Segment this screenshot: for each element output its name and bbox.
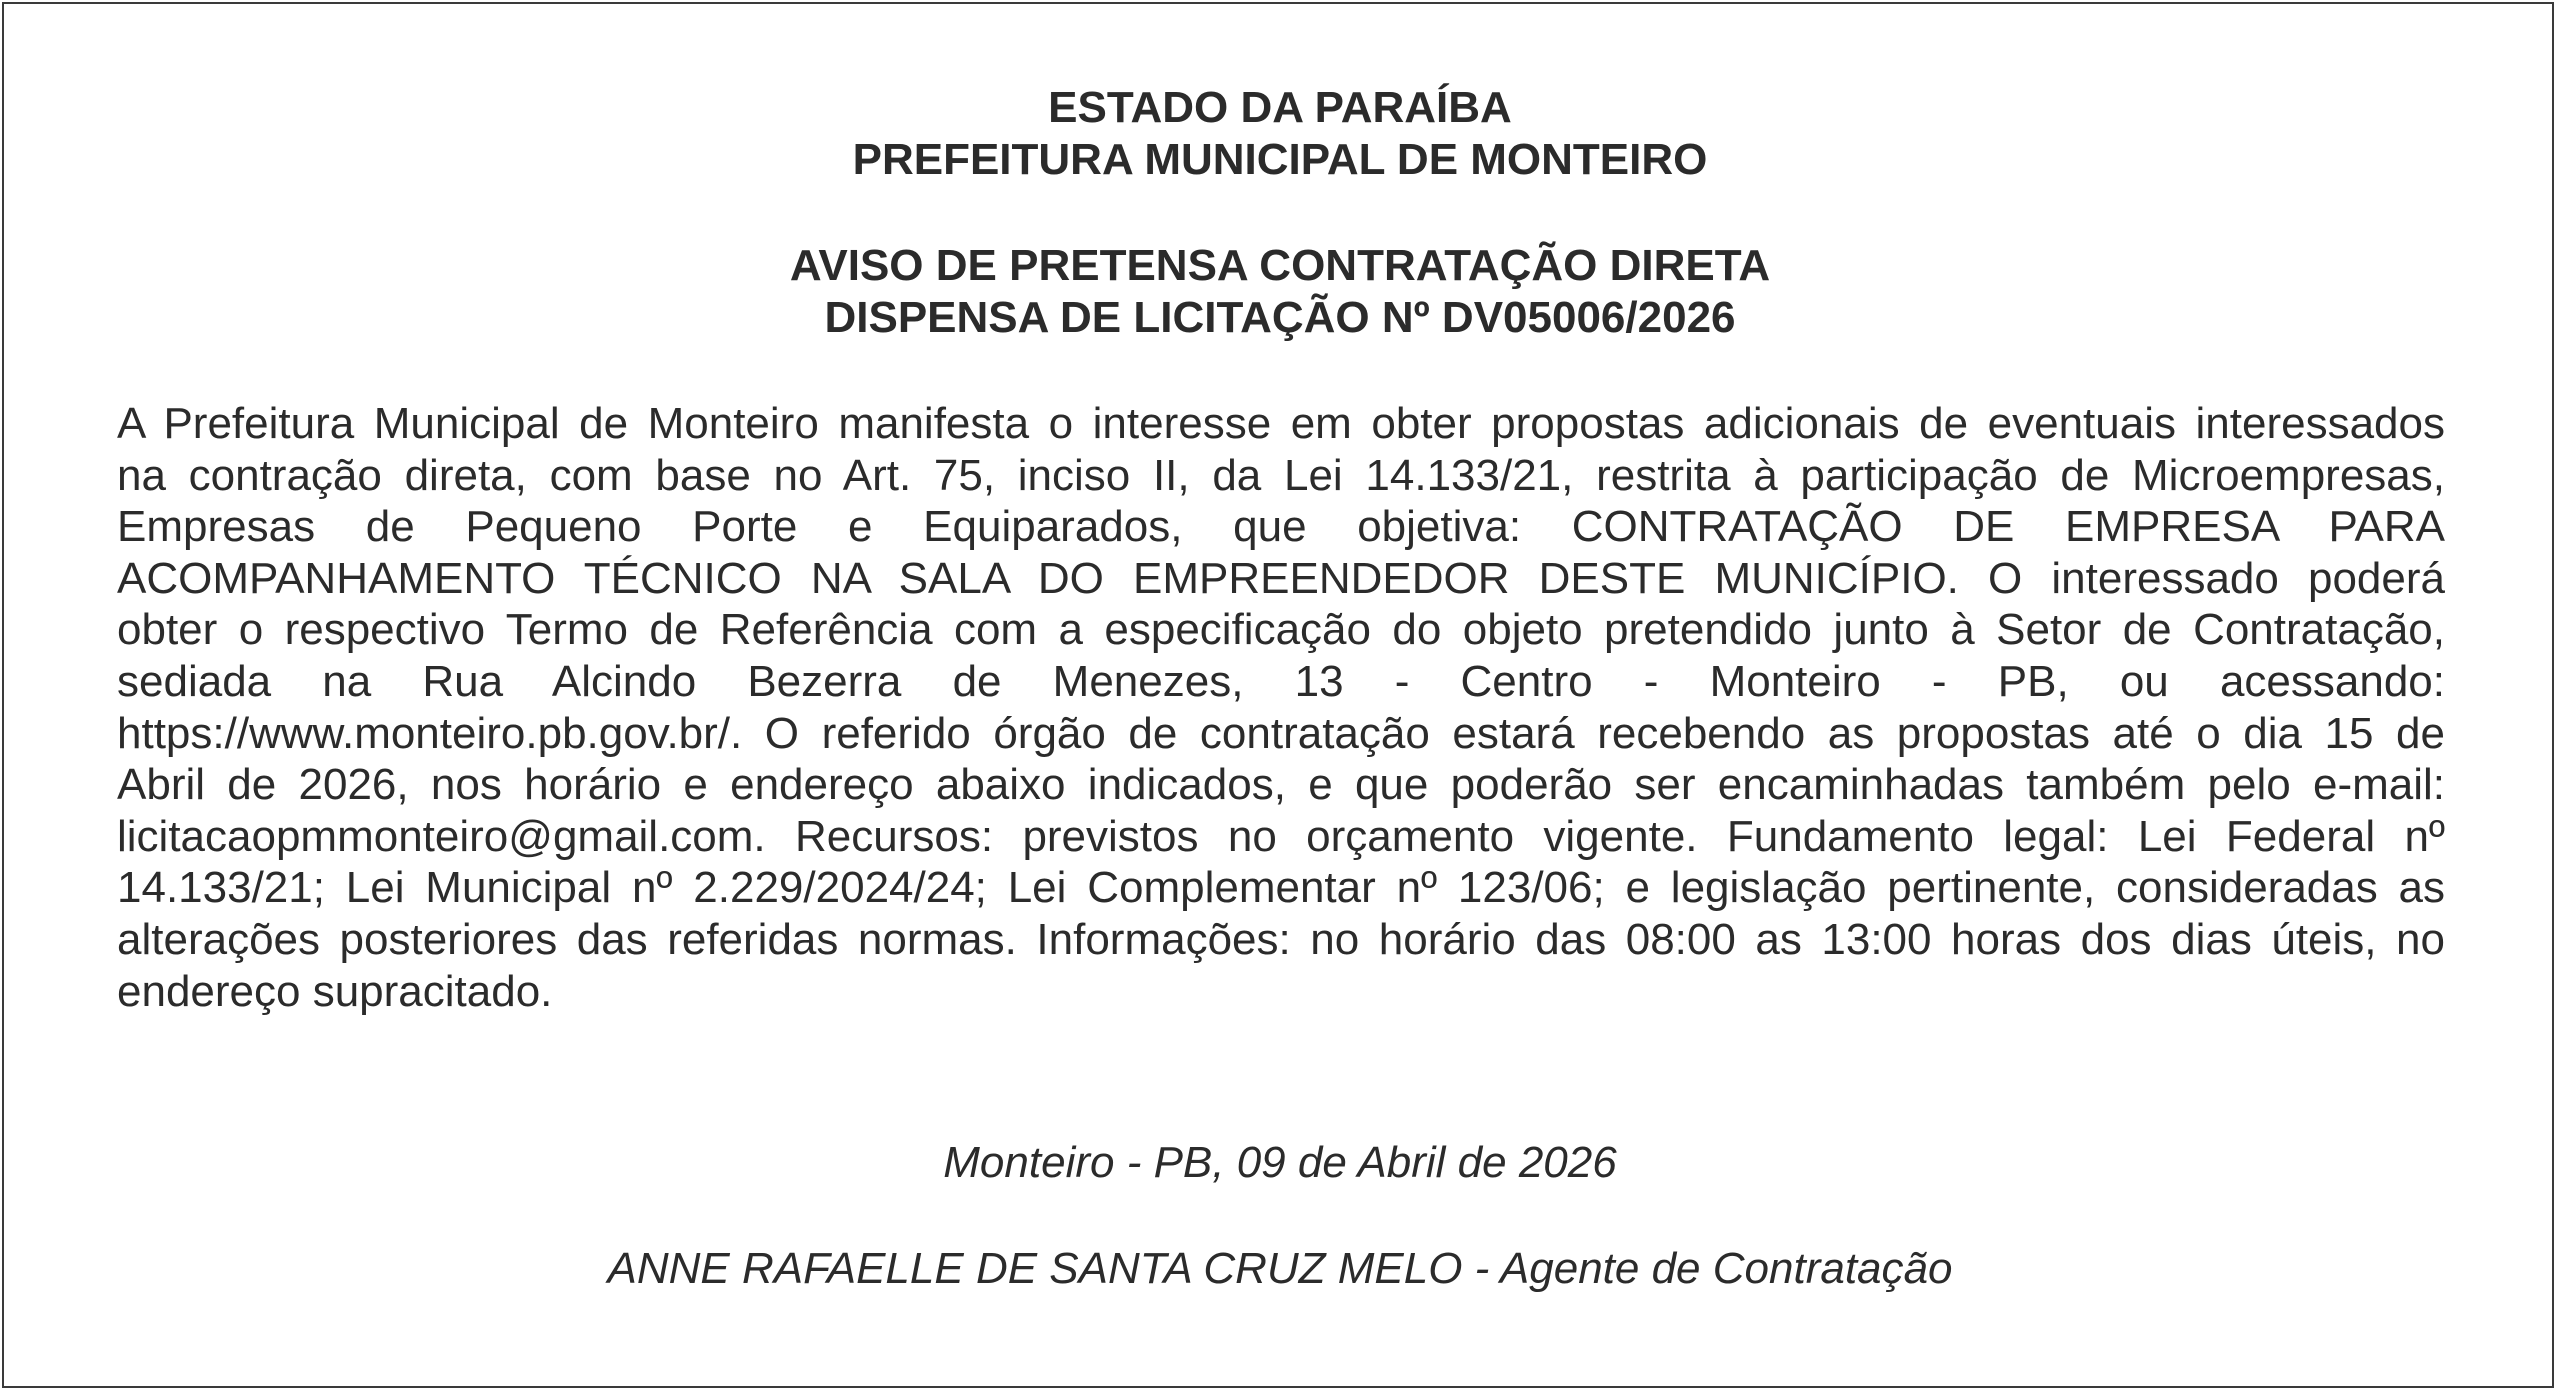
body-line: ACOMPANHAMENTO TÉCNICO NA SALA DO EMPREENDEDOR DESTE MUNICÍPIO. O interessado poderá [117, 553, 2445, 603]
body-line: 14.133/21; Lei Municipal nº 2.229/2024/24; Lei Complementar nº 123/06; e legislação pertinente, consideradas as [117, 863, 2445, 913]
issuer-header [0, 82, 2560, 186]
notice-title: AVISO DE PRETENSA CONTRATAÇÃO DIRETA [789, 241, 1771, 290]
signature-line: ANNE RAFAELLE DE SANTA CRUZ MELO - Agente de Contratação [607, 1244, 1953, 1293]
body-line: endereço supracitado. [117, 966, 553, 1016]
body-line: obter o respectivo Termo de Referência com a especificação do objeto pretendido junto à Setor de Contratação, [117, 605, 2445, 655]
notice-heading [0, 240, 2560, 344]
body-line: licitacaopmmonteiro@gmail.com. Recursos: previstos no orçamento vigente. Fundamento legal: Lei Federal nº [117, 811, 2445, 861]
body-line: alterações posteriores das referidas normas. Informações: no horário das 08:00 as 13:00 horas dos dias úteis, no [117, 914, 2445, 964]
body-line: https://www.monteiro.pb.gov.br/. O referido órgão de contratação estará recebendo as propostas até o dia 15 de [117, 708, 2445, 758]
state-name: ESTADO DA PARAÍBA [1048, 83, 1512, 132]
body-line: A Prefeitura Municipal de Monteiro manifesta o interesse em obter propostas adicionais de eventuais interessados [117, 399, 2445, 448]
notice-number: DISPENSA DE LICITAÇÃO Nº DV05006/2026 [824, 293, 1736, 342]
body-line: sediada na Rua Alcindo Bezerra de Menezes, 13 - Centro - Monteiro - PB, ou acessando: [117, 656, 2445, 706]
place-date: Monteiro - PB, 09 de Abril de 2026 [943, 1138, 1617, 1187]
body-line: na contração direta, com base no Art. 75, inciso II, da Lei 14.133/21, restrita à participação de Microempresas, [117, 450, 2445, 500]
notice-body [117, 398, 2445, 1017]
municipality-name: PREFEITURA MUNICIPAL DE MONTEIRO [852, 135, 1708, 184]
body-line: Empresas de Pequeno Porte e Equiparados, que objetiva: CONTRATAÇÃO DE EMPRESA PARA [117, 502, 2445, 552]
body-line: Abril de 2026, nos horário e endereço abaixo indicados, e que poderão ser encaminhadas também pelo e-mail: [117, 760, 2445, 810]
